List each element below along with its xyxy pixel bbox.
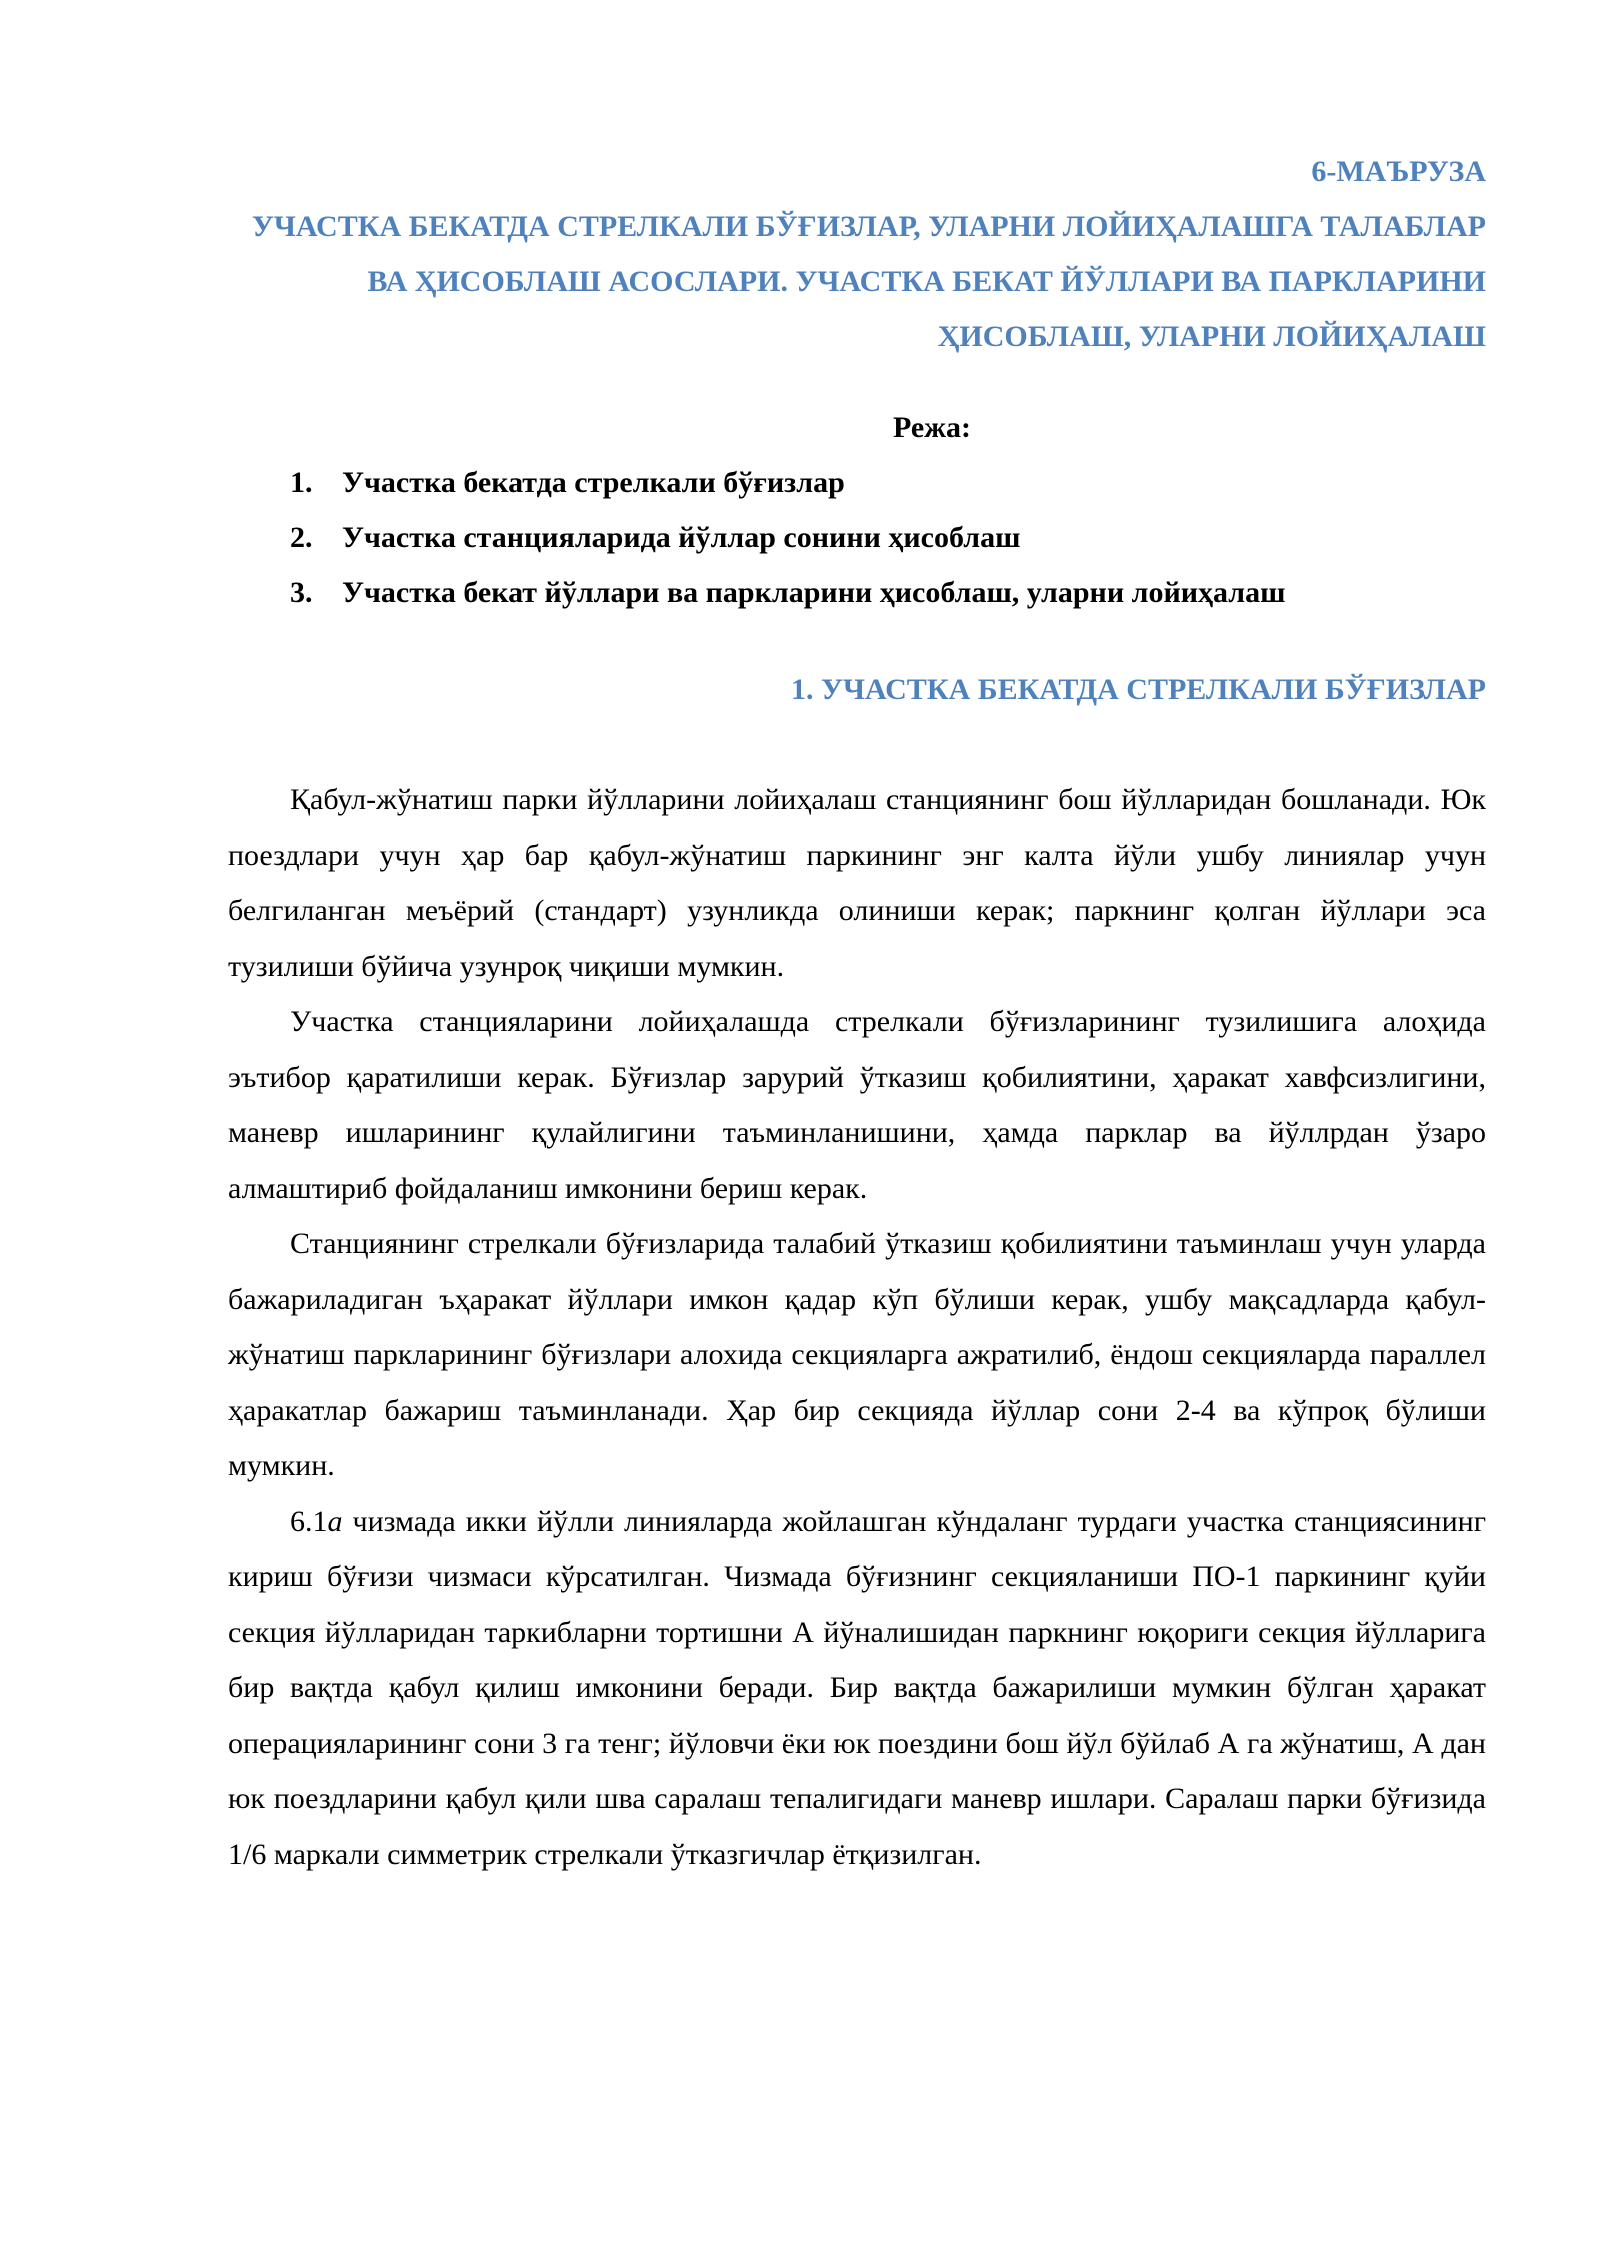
plan-item-text: Участка бекат йўллари ва паркларини ҳисоблаш, уларни лойиҳалаш bbox=[342, 576, 1286, 609]
plan-item bbox=[228, 565, 1486, 620]
figure-letter: а bbox=[327, 1504, 343, 1538]
paragraph: Қабул-жўнатиш парки йўлларини лойиҳалаш станциянинг бош йўлларидан бошланади. Юк поездлари учун ҳар бар қабул-жўнатиш паркининг энг калта йўли ушбу линиялар учун белгиланган меъёрий (стандарт) узунликда олиниши керак; паркнинг қолган йўллари эса тузилиши бўйича узунроқ чиқиши мумкин. bbox=[228, 783, 1486, 983]
plan-item-text: Участка бекатда стрелкали бўғизлар bbox=[342, 466, 845, 499]
paragraph: Участка станцияларини лойиҳалашда стрелкали бўғизларининг тузилишига алоҳида эътибор қаратилиши керак. Бўғизлар зарурий ўтказиш қобилиятини, ҳаракат хавфсизлигини, маневр ишларининг қулайлигини таъминланишини, ҳамда парклар ва йўллрдан ўзаро алмаштириб фойдаланиш имконини бериш керак. bbox=[228, 1005, 1486, 1205]
plan-item-number: 2. bbox=[290, 521, 313, 554]
paragraph-figure-reference bbox=[228, 1494, 1486, 1883]
plan-item-number: 1. bbox=[290, 466, 313, 499]
plan-heading: Режа: bbox=[893, 411, 971, 444]
plan-item-text: Участка станцияларида йўллар сонини ҳисоблаш bbox=[342, 521, 1021, 554]
plan-list bbox=[228, 455, 1486, 620]
plan-item bbox=[228, 510, 1486, 565]
lecture-number: 6-МАЪРУЗА bbox=[1311, 155, 1486, 188]
document-page bbox=[228, 145, 1486, 1882]
section-heading: 1. УЧАСТКА БЕКАТДА СТРЕЛКАЛИ БЎҒИЗЛАР bbox=[790, 673, 1486, 706]
figure-number: 6.1 bbox=[290, 1504, 328, 1538]
plan-item bbox=[228, 455, 1486, 510]
document-title: УЧАСТКА БЕКАТДА СТРЕЛКАЛИ БЎҒИЗЛАР, УЛАРНИ ЛОЙИҲАЛАШГА ТАЛАБЛАР ВА ҲИСОБЛАШ АСОСЛАРИ. УЧАСТКА БЕКАТ ЙЎЛЛАРИ ВА ПАРКЛАРИНИ ҲИСОБЛАШ, УЛАРНИ ЛОЙИҲАЛАШ bbox=[251, 210, 1486, 353]
plan-item-number: 3. bbox=[290, 576, 313, 609]
paragraph: Станциянинг стрелкали бўғизларида талабий ўтказиш қобилиятини таъминлаш учун уларда бажариладиган ъҳаракат йўллари имкон қадар кўп бўлиши керак, ушбу мақсадларда қабул-жўнатиш паркларининг бўғизлари алохида секцияларга ажратилиб, ёндош секцияларда параллел ҳаракатлар бажариш таъминланади. Ҳар бир секцияда йўллар сони 2-4 ва кўпроқ бўлиши мумкин. bbox=[228, 1227, 1486, 1482]
paragraph-text: чизмада икки йўлли линияларда жойлашган кўндаланг турдаги участка станциясининг кириш бўғизи чизмаси кўрсатилган. Чизмада бўғизнинг секцияланиши ПО-1 паркининг қуйи секция йўлларидан таркибларни тортишни А йўналишидан паркнинг юқориги секция йўлларига бир вақтда қабул қилиш имконини беради. Бир вақтда бажарилиши мумкин бўлган ҳаракат операцияларининг сони 3 га тенг; йўловчи ёки юк поездини бош йўл бўйлаб А га жўнатиш, А дан юк поездларини қабул қили шва саралаш тепалигидаги маневр ишлари. Саралаш парки бўғизида 1/6 маркали симметрик стрелкали ўтказгичлар ётқизилган. bbox=[228, 1504, 1486, 1871]
body-text bbox=[228, 772, 1486, 1882]
